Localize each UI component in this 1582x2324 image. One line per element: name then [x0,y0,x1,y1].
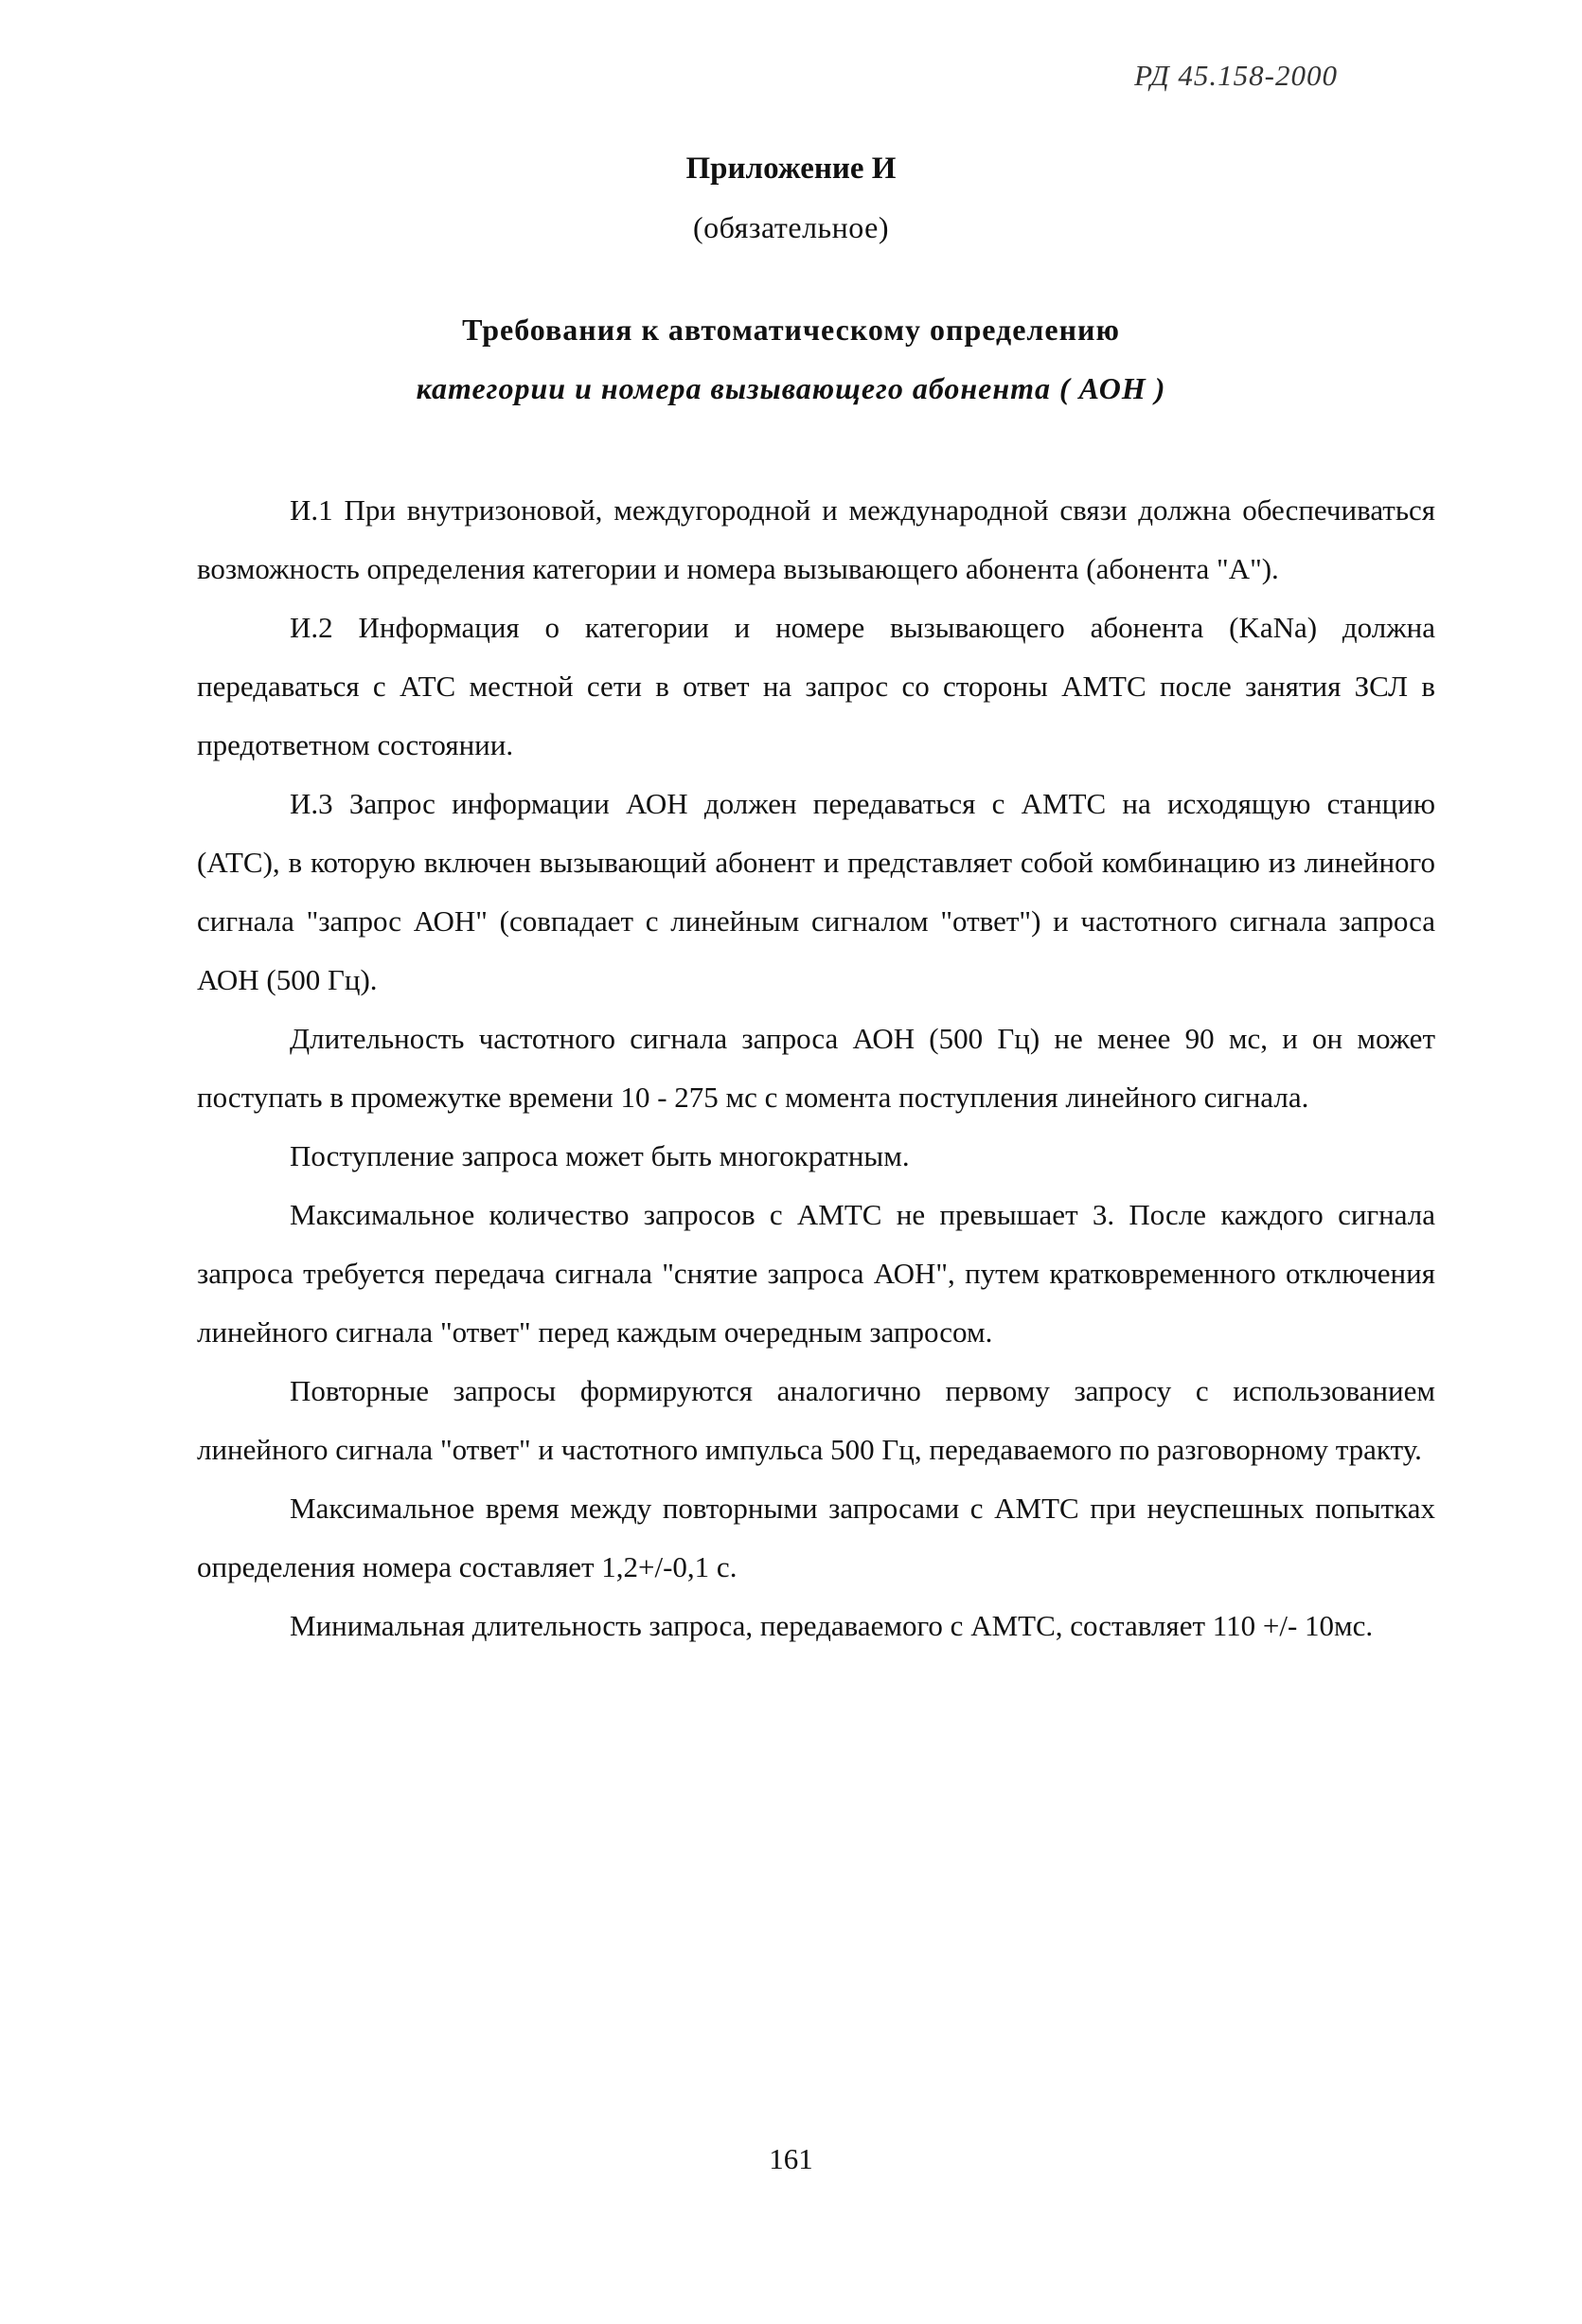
section-heading-line-1: Требования к автоматическому определению [462,313,1120,347]
paragraph-duration: Длительность частотного сигнала запроса АОН (500 Гц) не менее 90 мс, и он может поступать в промежутке времени 10 - 275 мс с момента поступления линейного сигнала. [197,1022,1435,1114]
paragraph-i1: И.1 При внутризоновой, междугородной и международной связи должна обеспечиваться возможность определения категории и номера вызывающего абонента (абонента "А"). [197,493,1435,585]
document-code: РД 45.158-2000 [1134,59,1338,92]
paragraph-i3: И.3 Запрос информации АОН должен передаваться с АМТС на исходящую станцию (АТС), в которую включен вызывающий абонент и представляет собой комбинацию из линейного сигнала "запрос АОН" (совпадает с линейным сигналом "ответ") и частотного сигнала запроса АОН (500 Гц). [197,787,1435,996]
section-heading-line-2: категории и номера вызывающего абонента ( АОН ) [416,371,1166,405]
paragraph-max-interval: Максимальное время между повторными запросами с АМТС при неуспешных попытках определения номера составляет 1,2+/-0,1 с. [197,1492,1435,1583]
paragraph-i2: И.2 Информация о категории и номере вызывающего абонента (KaNa) должна передаваться с АТС местной сети в ответ на запрос со стороны АМТС после занятия ЗСЛ в предответном состоянии. [197,611,1435,761]
document-body [197,481,1435,1655]
paragraph-max-requests: Максимальное количество запросов с АМТС не превышает 3. После каждого сигнала запроса требуется передача сигнала "снятие запроса АОН", путем кратковременного отключения линейного сигнала "ответ" перед каждым очередным запросом. [197,1198,1435,1349]
paragraph-repeat: Поступление запроса может быть многократным. [290,1139,910,1172]
page-number: 161 [769,2142,813,2175]
paragraph-min-duration: Минимальная длительность запроса, передаваемого с АМТС, составляет 110 +/- 10мс. [290,1609,1374,1642]
paragraph-repeat-requests: Повторные запросы формируются аналогично первому запросу с использованием линейного сигнала "ответ" и частотного импульса 500 Гц, передаваемого по разговорному тракту. [197,1374,1435,1466]
appendix-title: Приложение И [685,152,897,186]
appendix-status: (обязательное) [693,210,889,244]
